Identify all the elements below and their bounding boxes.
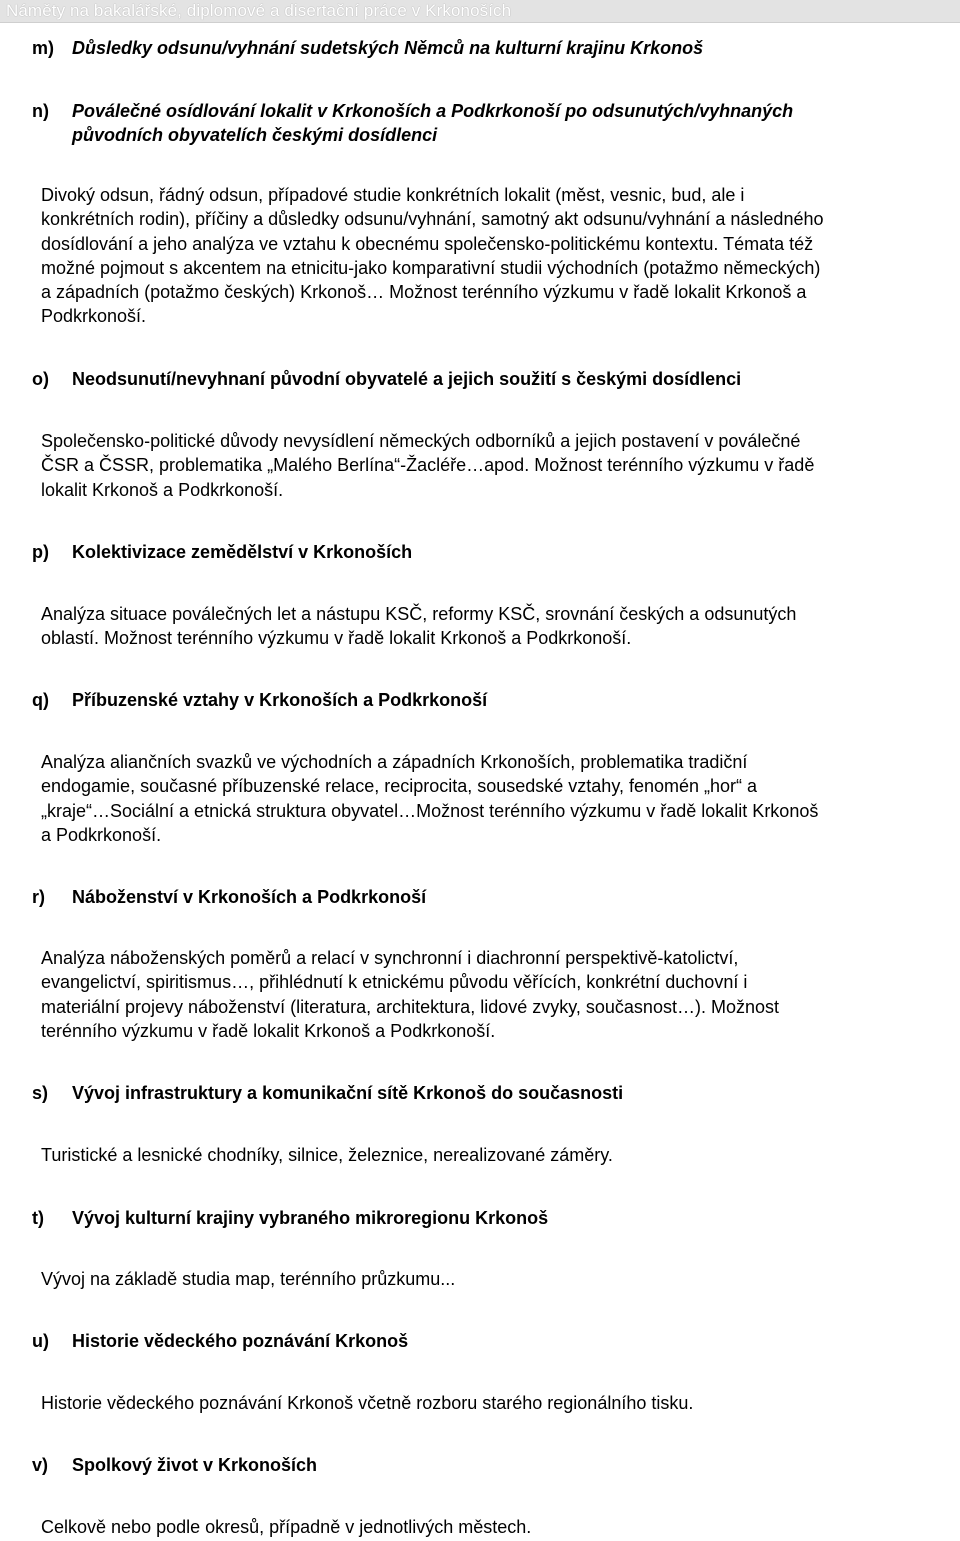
section-n-body-line: a západních (potažmo českých) Krkonoš… Možnost terénního výzkumu v řadě lokalit Krkonoš a [41, 282, 807, 303]
section-u-body-line: Historie vědeckého poznávání Krkonoš včetně rozboru starého regionálního tisku. [41, 1393, 694, 1413]
section-t-heading [32, 1206, 548, 1230]
section-o-title: Neodsunutí/nevyhnaní původní obyvatelé a jejich soužití s českými dosídlenci [72, 369, 742, 389]
section-p-body-line: Analýza situace poválečných let a nástupu KSČ, reformy KSČ, srovnání českých a odsunutých [41, 604, 797, 624]
section-n-letter: n) [32, 101, 49, 121]
section-v-title: Spolkový život v Krkonoších [72, 1455, 318, 1475]
section-s-body [41, 1143, 960, 1167]
section-p-body-line: oblastí. Možnost terénního výzkumu v řadě lokalit Krkonoš a Podkrkonoší. [41, 628, 632, 649]
section-o-body-line: Společensko-politické důvody nevysídlení německých odborníků a jejich postavení v poválečné [41, 431, 801, 451]
section-r-title: Náboženství v Krkonoších a Podkrkonoší [72, 887, 427, 907]
section-v-letter: v) [32, 1455, 49, 1475]
document-header-title: Náměty na bakalářské, diplomové a disertační práce v Krkonoších [6, 1, 512, 20]
section-t-title: Vývoj kulturní krajiny vybraného mikroregionu Krkonoš [72, 1208, 549, 1228]
section-n-body-line: dosídlování a jeho analýza ve vztahu k obecnému společensko-politickému kontextu. Témata též [41, 233, 814, 254]
section-q-body-line: endogamie, současné příbuzenské relace, reciprocita, sousedské vztahy, fenomén „hor“ a [41, 776, 758, 797]
section-n-body [41, 183, 960, 329]
section-t-body [41, 1267, 960, 1291]
section-r-body-line: evangelictví, spiritismus…, přihlédnutí k etnickému původu věřících, konkrétní duchovní i [41, 972, 748, 993]
section-u-body [41, 1391, 960, 1415]
section-v-body [41, 1515, 960, 1539]
section-o-body [41, 429, 960, 502]
section-q-letter: q) [32, 690, 49, 710]
section-n-title-line1: Poválečné osídlování lokalit v Krkonoších a Podkrkonoší po odsunutých/vyhnaných [72, 101, 794, 121]
document-header [0, 0, 960, 23]
section-s-letter: s) [32, 1083, 49, 1103]
section-n-body-line: konkrétních rodin), příčiny a důsledky odsunu/vyhnání, samotný akt odsunu/vyhnání a následného [41, 209, 824, 230]
section-q-body-line: a Podkrkonoší. [41, 824, 162, 845]
section-v-heading [32, 1453, 317, 1477]
section-r-body-line: terénního výzkumu v řadě lokalit Krkonoš a Podkrkonoší. [41, 1020, 496, 1041]
section-r-letter: r) [32, 887, 45, 907]
section-p-letter: p) [32, 542, 49, 562]
section-r-body-line: materiální projevy náboženství (literatura, architektura, lidové zvyky, současnost…). Možnost [41, 996, 779, 1017]
section-n-title-line2: původních obyvatelích českými dosídlenci [72, 125, 438, 145]
section-q-title: Příbuzenské vztahy v Krkonoších a Podkrkonoší [72, 690, 488, 710]
section-u-title: Historie vědeckého poznávání Krkonoš [72, 1331, 409, 1351]
section-o-body-line: lokalit Krkonoš a Podkrkonoší. [41, 479, 284, 500]
section-s-heading [32, 1081, 623, 1105]
section-n-body-line: Podkrkonoší. [41, 306, 147, 327]
section-r-body [41, 946, 960, 1043]
section-n-heading [32, 99, 793, 147]
section-p-body [41, 602, 960, 651]
section-t-letter: t) [32, 1208, 44, 1228]
section-q-body-line: Analýza aliančních svazků ve východních a západních Krkonoších, problematika tradiční [41, 752, 748, 772]
section-u-letter: u) [32, 1331, 49, 1351]
section-m-title: Důsledky odsunu/vyhnání sudetských Němců na kulturní krajinu Krkonoš [72, 38, 704, 58]
section-q-heading [32, 688, 487, 712]
section-s-title: Vývoj infrastruktury a komunikační sítě Krkonoš do současnosti [72, 1083, 624, 1103]
section-o-heading [32, 367, 741, 391]
section-r-heading [32, 885, 426, 909]
section-q-body-line: „kraje“…Sociální a etnická struktura obyvatel…Možnost terénního výzkumu v řadě lokalit Krkonoš [41, 800, 819, 821]
section-p-heading [32, 540, 412, 564]
section-q-body [41, 750, 960, 847]
section-o-body-line: ČSR a ČSSR, problematika „Malého Berlína“-Žacléře…apod. Možnost terénního výzkumu v řadě [41, 455, 815, 476]
section-m-letter: m) [32, 38, 54, 58]
section-t-body-line: Vývoj na základě studia map, terénního průzkumu... [41, 1269, 456, 1289]
section-n-body-line: Divoký odsun, řádný odsun, případové studie konkrétních lokalit (měst, vesnic, bud, ale i [41, 185, 745, 205]
section-o-letter: o) [32, 369, 49, 389]
section-m-heading [32, 36, 703, 60]
section-r-body-line: Analýza náboženských poměrů a relací v synchronní i diachronní perspektivě-katolictví, [41, 948, 739, 968]
section-s-body-line: Turistické a lesnické chodníky, silnice, železnice, nerealizované záměry. [41, 1145, 613, 1165]
section-v-body-line: Celkově nebo podle okresů, případně v jednotlivých městech. [41, 1517, 532, 1537]
section-u-heading [32, 1329, 408, 1353]
section-n-body-line: možné pojmout s akcentem na etnicitu-jako komparativní studii východních (potažmo německých) [41, 257, 821, 278]
section-p-title: Kolektivizace zemědělství v Krkonoších [72, 542, 413, 562]
